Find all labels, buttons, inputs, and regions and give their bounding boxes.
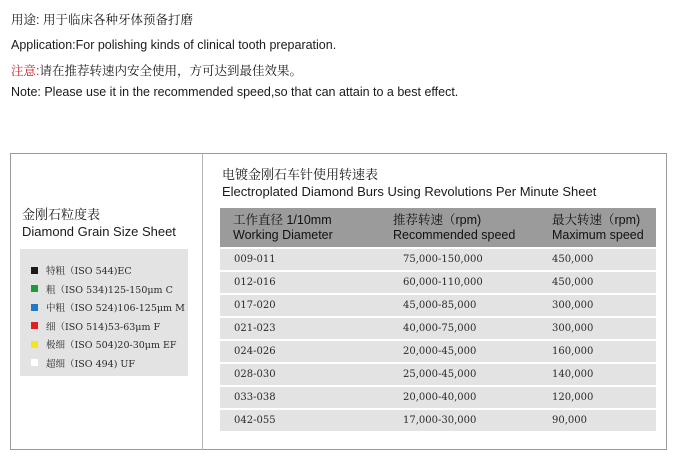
header-diameter-en: Working Diameter <box>233 227 333 242</box>
grain-title-cn: 金刚石粒度表 <box>22 207 101 222</box>
header-recommended-speed <box>393 213 552 243</box>
grain-color-swatch <box>31 359 38 366</box>
cell-recommended-speed: 60,000-110,000 <box>403 277 483 288</box>
grain-item-label: 粗（ISO 534)125-150μm C <box>46 284 173 296</box>
cell-maximum-speed: 140,000 <box>552 369 594 380</box>
grain-color-swatch <box>31 341 38 348</box>
cell-diameter: 028-030 <box>234 369 276 380</box>
cell-maximum-speed: 120,000 <box>552 392 594 403</box>
cell-recommended-speed: 20,000-40,000 <box>403 392 477 403</box>
table-row <box>220 410 656 431</box>
speed-table-header <box>220 208 656 247</box>
table-row <box>220 272 656 293</box>
note-text-cn: 请在推荐转速内安全使用，方可达到最佳效果。 <box>39 64 302 78</box>
cell-maximum-speed: 450,000 <box>552 254 594 265</box>
grain-color-swatch <box>31 267 38 274</box>
cell-diameter: 042-055 <box>234 415 276 426</box>
cell-recommended-speed: 75,000-150,000 <box>403 254 483 265</box>
grain-sheet-title <box>22 206 176 240</box>
header-recommended-en: Recommended speed <box>393 227 516 242</box>
speed-title-en: Electroplated Diamond Burs Using Revolutions Per Minute Sheet <box>222 184 597 199</box>
cell-recommended-speed: 40,000-75,000 <box>403 323 477 334</box>
note-line-cn <box>11 61 302 79</box>
cell-maximum-speed: 300,000 <box>552 323 594 334</box>
grain-item <box>20 354 188 373</box>
table-row <box>220 364 656 385</box>
grain-item-label: 特粗（ISO 544)EC <box>46 266 132 278</box>
grain-item <box>20 317 188 336</box>
cell-maximum-speed: 300,000 <box>552 300 594 311</box>
cell-recommended-speed: 25,000-45,000 <box>403 369 477 380</box>
speed-sheet-title <box>222 166 596 200</box>
header-diameter-cn: 工作直径 1/10mm <box>233 212 332 227</box>
table-row <box>220 295 656 316</box>
grain-item-label: 细（ISO 514)53-63μm F <box>46 321 161 333</box>
speed-table-body <box>220 249 656 431</box>
cell-recommended-speed: 45,000-85,000 <box>403 300 477 311</box>
grain-item-label: 极细（ISO 504)20-30μm EF <box>46 340 177 352</box>
note-line-en: Note: Please use it in the recommended speed,so that can attain to a best effect. <box>11 85 459 99</box>
speed-title-cn: 电镀金刚石车针使用转速表 <box>222 167 379 182</box>
cell-diameter: 017-020 <box>234 300 276 311</box>
grain-color-swatch <box>31 285 38 292</box>
cell-maximum-speed: 160,000 <box>552 346 594 357</box>
cell-recommended-speed: 17,000-30,000 <box>403 415 477 426</box>
header-maximum-en: Maximum speed <box>552 227 644 242</box>
table-row <box>220 387 656 408</box>
grain-item <box>20 261 188 280</box>
cell-diameter: 021-023 <box>234 323 276 334</box>
header-working-diameter <box>220 213 393 243</box>
speed-table <box>220 208 656 431</box>
header-maximum-speed <box>552 213 656 243</box>
cell-diameter: 009-011 <box>234 254 276 265</box>
grain-item <box>20 298 188 317</box>
cell-maximum-speed: 90,000 <box>552 415 587 426</box>
grain-item <box>20 335 188 354</box>
table-row <box>220 249 656 270</box>
usage-line-cn: 用途: 用于临床各种牙体预备打磨 <box>11 13 193 27</box>
cell-maximum-speed: 450,000 <box>552 277 594 288</box>
cell-diameter: 012-016 <box>234 277 276 288</box>
header-recommended-cn: 推荐转速（rpm) <box>393 212 482 227</box>
grain-item-label: 超细（ISO 494) UF <box>46 358 136 370</box>
grain-item <box>20 280 188 299</box>
note-label-cn: 注意: <box>11 64 40 78</box>
table-row <box>220 318 656 339</box>
grain-title-en: Diamond Grain Size Sheet <box>22 224 176 239</box>
cell-recommended-speed: 20,000-45,000 <box>403 346 477 357</box>
grain-size-legend <box>20 249 188 376</box>
grain-color-swatch <box>31 322 38 329</box>
grain-color-swatch <box>31 304 38 311</box>
application-line-en: Application:For polishing kinds of clinical tooth preparation. <box>11 38 337 52</box>
cell-diameter: 024-026 <box>234 346 276 357</box>
cell-diameter: 033-038 <box>234 392 276 403</box>
header-maximum-cn: 最大转速（rpm) <box>552 212 641 227</box>
sheet-divider <box>202 153 203 450</box>
grain-item-label: 中粗（ISO 524)106-125μm M <box>46 303 185 315</box>
table-row <box>220 341 656 362</box>
